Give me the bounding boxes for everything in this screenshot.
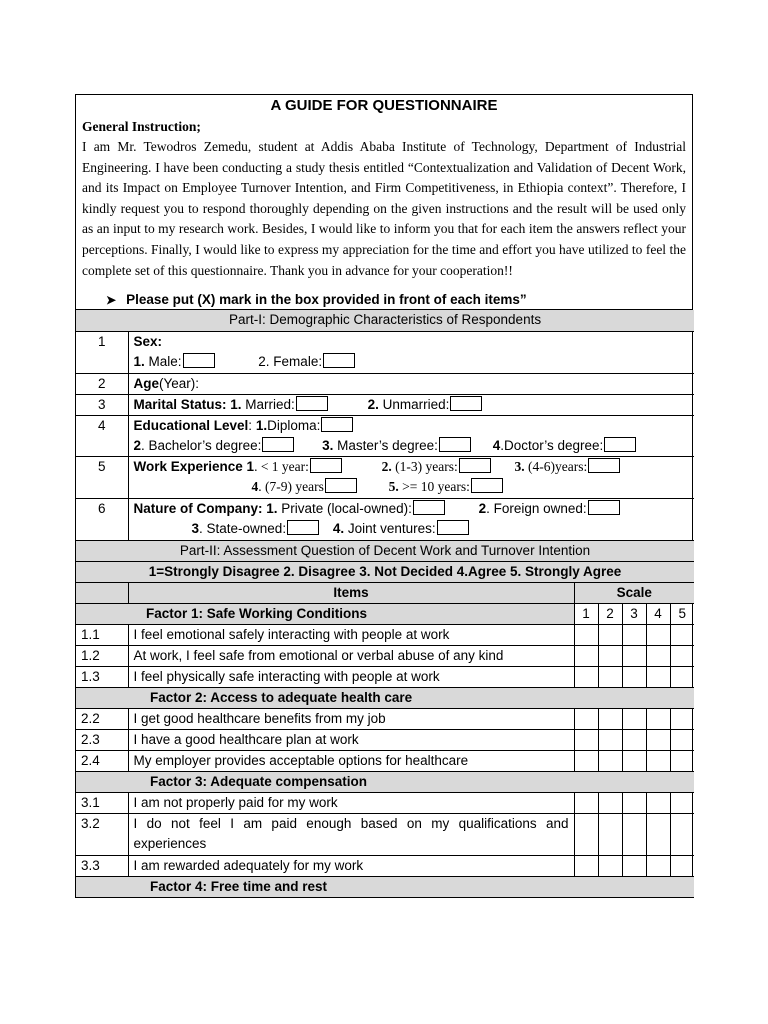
item-text: I feel emotional safely interacting with people at work [128,624,574,645]
table-row [76,750,694,771]
scale-cell-5[interactable] [670,708,694,729]
table-row [76,645,694,666]
factor1-title: Factor 1: Safe Working Conditions [76,603,574,624]
item-text: I am not properly paid for my work [128,792,574,813]
married-checkbox[interactable] [296,396,328,411]
item-text: I am rewarded adequately for my work [128,855,574,876]
scale-cell-4[interactable] [646,792,670,813]
factor-row [76,603,694,624]
table-row [76,813,694,855]
scale-cell-5[interactable] [670,624,694,645]
table-row [76,855,694,876]
item-text: My employer provides acceptable options for healthcare [128,750,574,771]
joint-venture-checkbox[interactable] [437,520,469,535]
scale-cell-2[interactable] [598,750,622,771]
item-number: 3.3 [76,855,128,876]
question-company-nature: Nature of Company: 1. Private (local-owned): 2. Foreign owned: 3. State-owned: 4. Joint ventures: [128,498,694,540]
scale-cell-3[interactable] [622,813,646,855]
scale-cell-5[interactable] [670,813,694,855]
item-number: 1.3 [76,666,128,687]
general-instruction-heading: General Instruction; [82,119,201,134]
scale-cell-1[interactable] [574,855,598,876]
bachelor-checkbox[interactable] [262,437,294,452]
table-row [76,624,694,645]
experience-gte10-checkbox[interactable] [471,478,503,493]
factor4-title: Factor 4: Free time and rest [76,876,694,897]
scale-cell-2[interactable] [598,792,622,813]
item-text: I feel physically safe interacting with people at work [128,666,574,687]
table-row [76,729,694,750]
scale-header: Scale [574,582,694,603]
table-row [76,331,694,373]
table-row [76,666,694,687]
item-number: 1.2 [76,645,128,666]
doctor-checkbox[interactable] [604,437,636,452]
table-row [76,792,694,813]
scale-cell-2[interactable] [598,855,622,876]
scale-cell-3[interactable] [622,708,646,729]
scale-cell-4[interactable] [646,645,670,666]
scale-cell-2[interactable] [598,708,622,729]
scale-cell-1[interactable] [574,729,598,750]
scale-cell-4[interactable] [646,624,670,645]
scale-number: 4 [646,603,670,624]
scale-cell-5[interactable] [670,666,694,687]
scale-cell-1[interactable] [574,708,598,729]
item-text: I do not feel I am paid enough based on my qualifications and experiences [128,813,574,855]
part2-header: Part-II: Assessment Question of Decent Work and Turnover Intention [76,540,694,561]
item-number: 2.3 [76,729,128,750]
instruction-line [76,281,692,309]
scale-cell-5[interactable] [670,855,694,876]
scale-cell-3[interactable] [622,729,646,750]
scale-cell-4[interactable] [646,666,670,687]
questionnaire-page [75,94,693,898]
private-checkbox[interactable] [413,500,445,515]
scale-cell-1[interactable] [574,645,598,666]
scale-cell-4[interactable] [646,708,670,729]
unmarried-checkbox[interactable] [450,396,482,411]
diploma-checkbox[interactable] [321,417,353,432]
scale-cell-5[interactable] [670,729,694,750]
factor-row [76,876,694,897]
scale-cell-3[interactable] [622,645,646,666]
item-text: At work, I feel safe from emotional or verbal abuse of any kind [128,645,574,666]
master-checkbox[interactable] [439,437,471,452]
scale-cell-1[interactable] [574,624,598,645]
scale-cell-5[interactable] [670,750,694,771]
scale-cell-2[interactable] [598,729,622,750]
scale-cell-2[interactable] [598,645,622,666]
scale-cell-1[interactable] [574,813,598,855]
instruction-text: Please put (X) mark in the box provided in front of each items” [126,292,527,308]
table-row [76,498,694,540]
item-text: I have a good healthcare plan at work [128,729,574,750]
item-number: 3.2 [76,813,128,855]
item-text: I get good healthcare benefits from my job [128,708,574,729]
question-marital-status: Marital Status: 1. Married: 2. Unmarried: [128,394,694,415]
item-number: 1.1 [76,624,128,645]
question-work-experience: Work Experience 1. < 1 year: 2. (1-3) years: 3. (4-6)years: 4. (7-9) years 5. >= 10 years: [128,456,694,498]
item-number: 2.4 [76,750,128,771]
scale-cell-1[interactable] [574,750,598,771]
scale-number: 5 [670,603,694,624]
page-title: A GUIDE FOR QUESTIONNAIRE [270,97,498,114]
scale-cell-2[interactable] [598,624,622,645]
factor3-title: Factor 3: Adequate compensation [76,771,694,792]
scale-cell-2[interactable] [598,813,622,855]
items-header-row [76,582,694,603]
scale-cell-3[interactable] [622,624,646,645]
question-education: Educational Level: 1.Diploma: 2. Bachelor’s degree: 3. Master’s degree: 4.Doctor’s degree: [128,415,694,456]
scale-number: 3 [622,603,646,624]
experience-lt1-checkbox[interactable] [310,458,342,473]
scale-cell-3[interactable] [622,855,646,876]
scale-legend: 1=Strongly Disagree 2. Disagree 3. Not Decided 4.Agree 5. Strongly Agree [76,561,694,582]
scale-number: 2 [598,603,622,624]
arrow-bullet-icon: ➤ [106,293,117,308]
scale-cell-4[interactable] [646,855,670,876]
question-number: 5 [76,456,128,498]
state-owned-checkbox[interactable] [287,520,319,535]
items-header: Items [128,582,574,603]
question-number: 6 [76,498,128,540]
question-number: 3 [76,394,128,415]
intro-section [76,95,692,310]
male-checkbox[interactable] [183,353,215,368]
scale-cell-4[interactable] [646,729,670,750]
question-number: 4 [76,415,128,456]
scale-cell-1[interactable] [574,792,598,813]
factor-row [76,687,694,708]
item-number: 3.1 [76,792,128,813]
question-sex: Sex: 1. Male: 2. Female: [128,331,694,373]
scale-cell-3[interactable] [622,792,646,813]
foreign-owned-checkbox[interactable] [588,500,620,515]
scale-cell-5[interactable] [670,792,694,813]
experience-1to3-checkbox[interactable] [459,458,491,473]
scale-cell-5[interactable] [670,645,694,666]
scale-cell-3[interactable] [622,666,646,687]
table-row [76,373,694,394]
table-row [76,394,694,415]
scale-number: 1 [574,603,598,624]
table-row [76,415,694,456]
scale-cell-4[interactable] [646,813,670,855]
scale-cell-4[interactable] [646,750,670,771]
table-row [76,708,694,729]
part1-header: Part-I: Demographic Characteristics of Respondents [76,310,694,331]
question-number: 2 [76,373,128,394]
questionnaire-table [76,310,694,898]
experience-4to6-checkbox[interactable] [588,458,620,473]
factor2-title: Factor 2: Access to adequate health care [76,687,694,708]
table-row [76,456,694,498]
factor-row [76,771,694,792]
question-number: 1 [76,331,128,373]
scale-cell-3[interactable] [622,750,646,771]
general-instruction-body: I am Mr. Tewodros Zemedu, student at Addis Ababa Institute of Technology, Department of Industrial Engineering. I have been conducting a study thesis entitled “Contextualization and Validation of Decent Work, and its Impact on Employee Turnover Intention, and Firm Competitiveness, in Ethiopia context”. Therefore, I kindly request you to respond thoroughly depending on the given instructions and the result will be used only as an input to my research work. Besides, I would like to inform you that for each item the answers reflect your perceptions. Finally, I would like to express my appreciation for the time and effort you have utilized to feel the complete set of this questionnaire. Thank you in advance for your cooperation!! [82,139,686,278]
item-number: 2.2 [76,708,128,729]
experience-7to9-checkbox[interactable] [325,478,357,493]
question-age: Age(Year): [128,373,694,394]
scale-cell-2[interactable] [598,666,622,687]
female-checkbox[interactable] [323,353,355,368]
scale-cell-1[interactable] [574,666,598,687]
